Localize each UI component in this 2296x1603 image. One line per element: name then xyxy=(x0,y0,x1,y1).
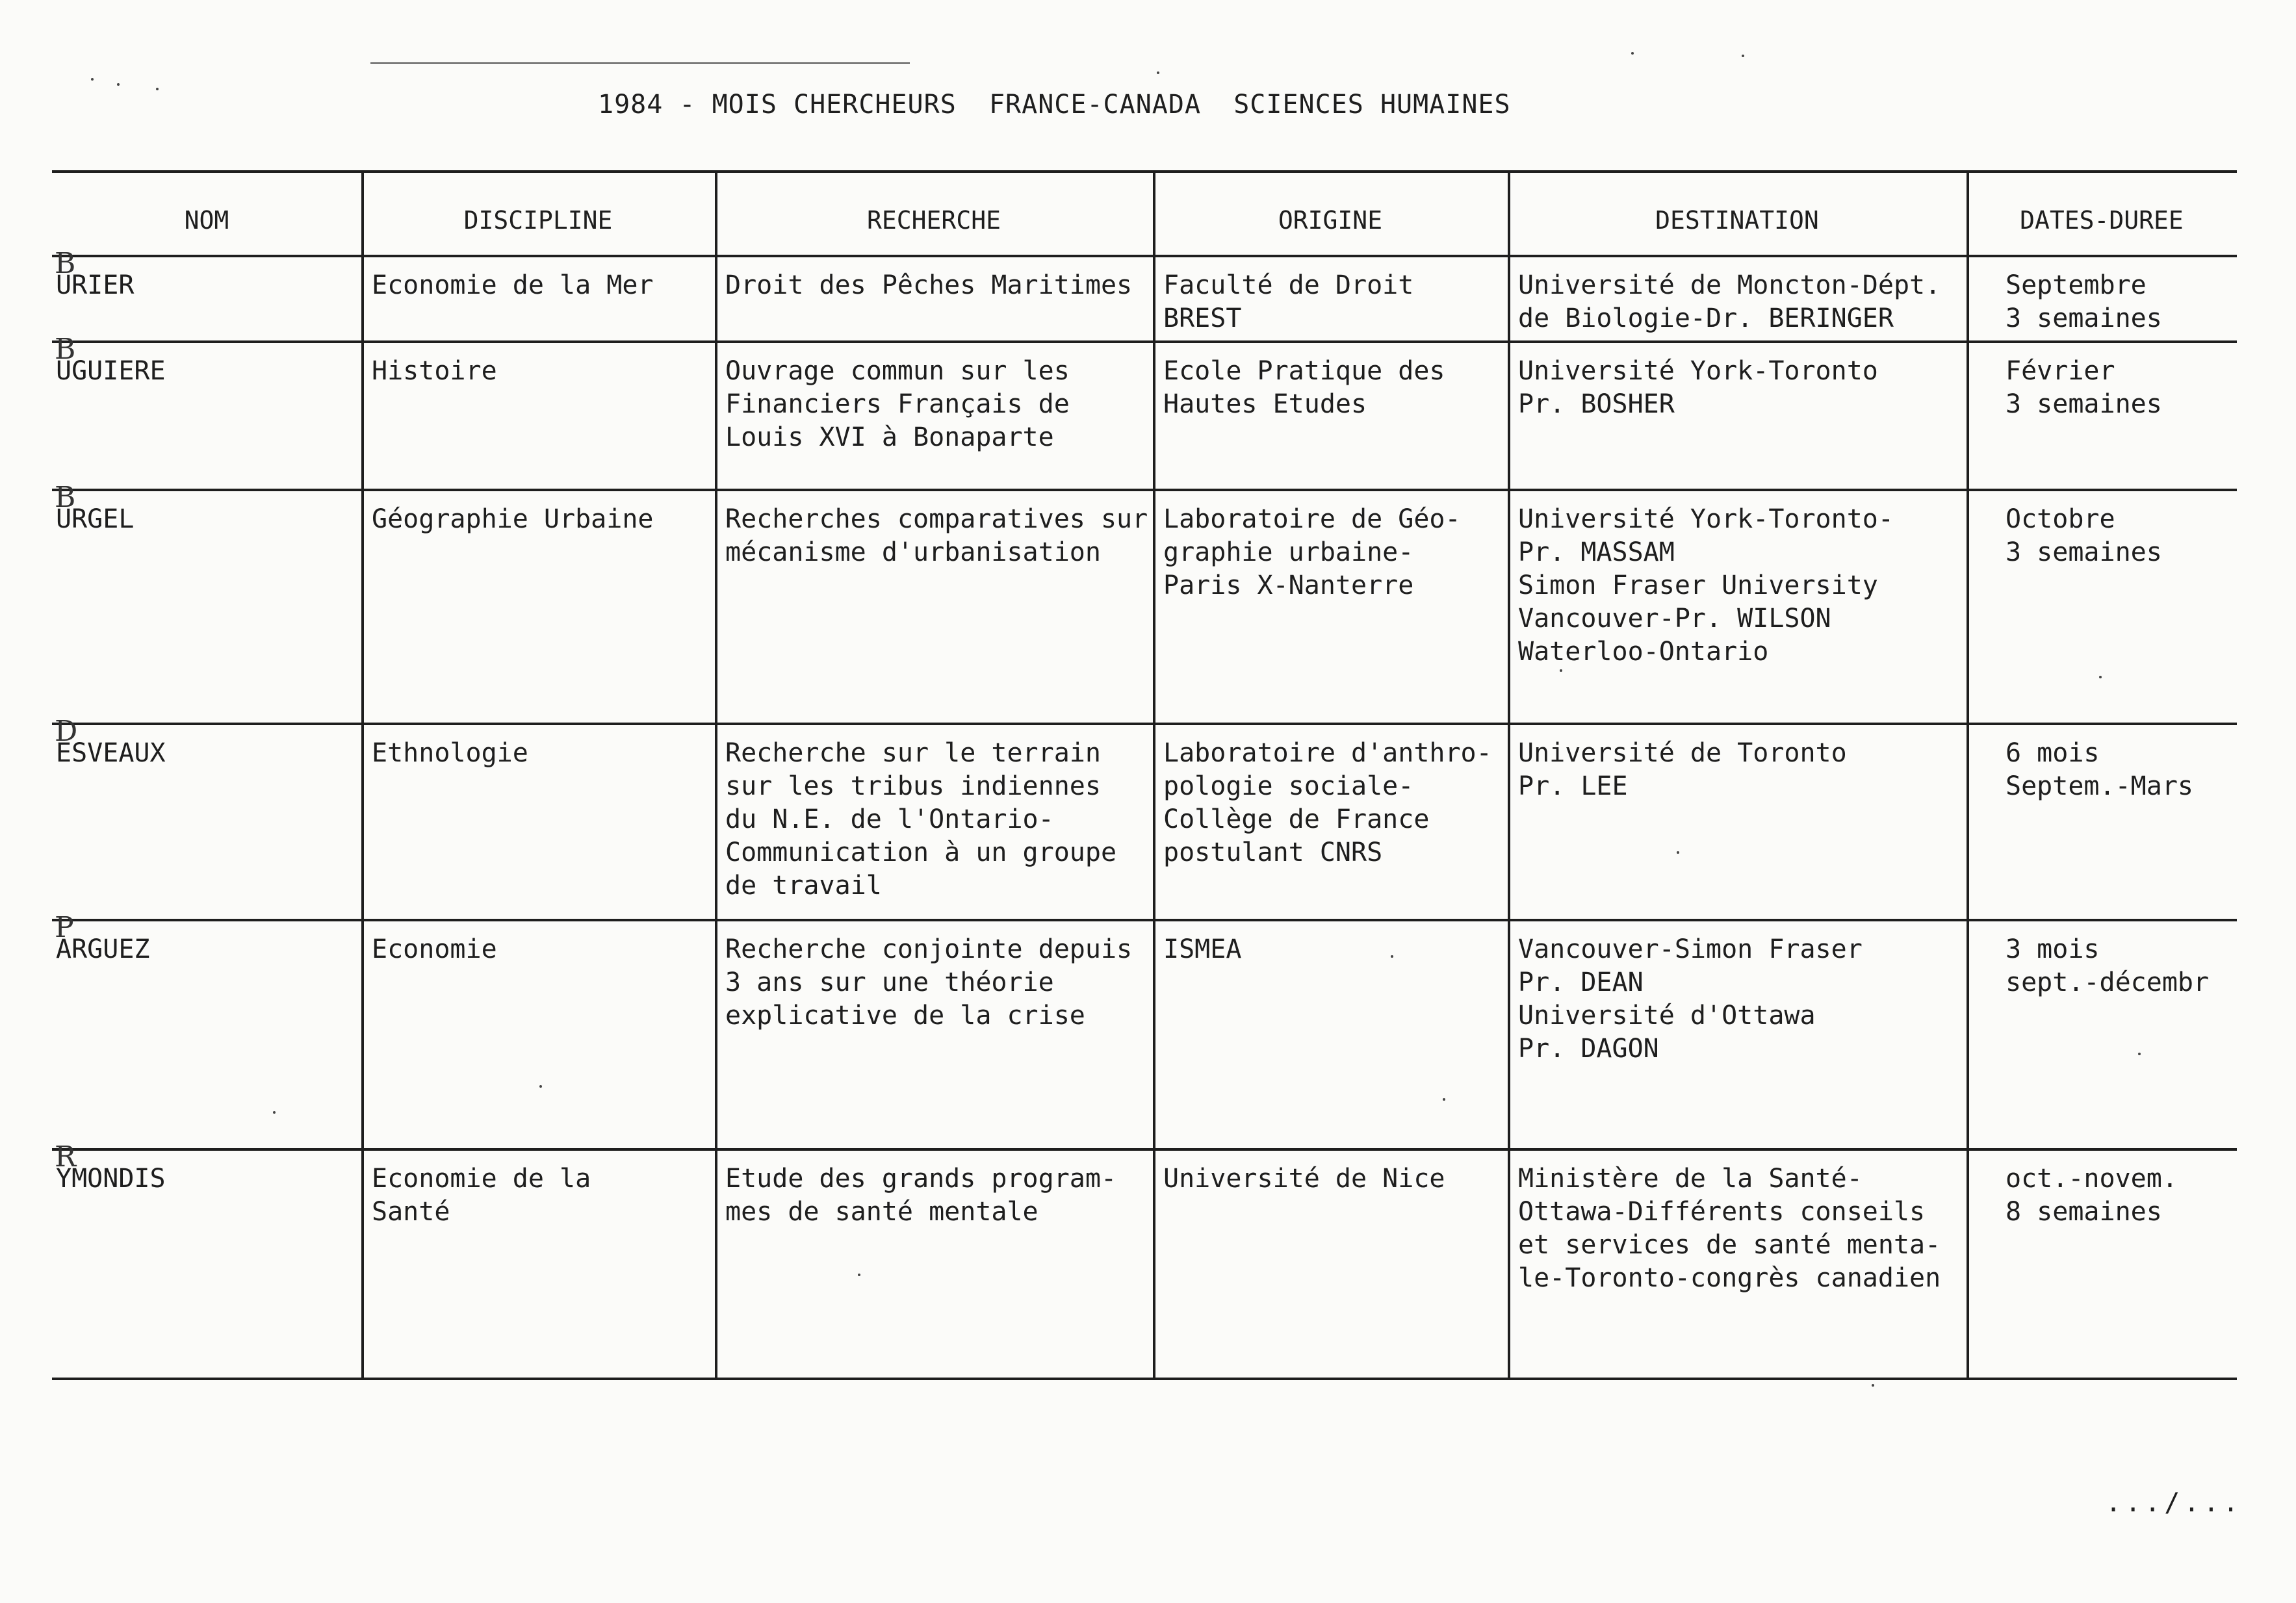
cell-discipline: Economie de la Santé xyxy=(372,1164,591,1227)
cell-nom: YMONDIS xyxy=(56,1164,166,1194)
scan-speck xyxy=(1157,71,1159,74)
cell-nom: ESVEAUX xyxy=(56,738,166,768)
cell-discipline: Géographie Urbaine xyxy=(372,504,654,534)
cell-destination: Université York-Toronto Pr. BOSHER xyxy=(1518,356,1878,419)
scan-speck xyxy=(1631,52,1634,55)
column-divider xyxy=(1153,170,1155,1380)
scan-speck xyxy=(2099,676,2102,678)
table-rule xyxy=(52,489,2237,491)
cell-dates: Septembre 3 semaines xyxy=(2006,270,2162,333)
cell-dates: oct.-novem. 8 semaines xyxy=(2006,1164,2178,1227)
table-rule xyxy=(52,723,2237,725)
cell-recherche: Ouvrage commun sur les Financiers Français de Louis XVI à Bonaparte xyxy=(725,356,1070,452)
continuation-marker: .../... xyxy=(2106,1488,2243,1518)
cell-discipline: Ethnologie xyxy=(372,738,528,768)
cell-dates: Février 3 semaines xyxy=(2006,356,2162,419)
cell-destination: Université York-Toronto- Pr. MASSAM Simon Fraser University Vancouver-Pr. WILSON Waterloo-Ontario xyxy=(1518,504,1894,667)
handwritten-initial: D xyxy=(55,715,78,748)
cell-recherche: Etude des grands program- mes de santé mentale xyxy=(725,1164,1117,1227)
scan-speck xyxy=(117,83,120,86)
cell-destination: Université de Moncton-Dépt. de Biologie-Dr. BERINGER xyxy=(1518,270,1941,333)
cell-discipline: Economie xyxy=(372,934,497,964)
header-destination: DESTINATION xyxy=(1655,206,1819,235)
table-rule xyxy=(52,255,2237,257)
cell-recherche: Recherche conjointe depuis 3 ans sur une théorie explicative de la crise xyxy=(725,934,1133,1031)
table-rule xyxy=(52,919,2237,921)
column-divider xyxy=(361,170,364,1380)
table-rule xyxy=(52,1148,2237,1151)
scan-speck xyxy=(1560,669,1562,672)
cell-nom: URGEL xyxy=(56,504,135,534)
researchers-table xyxy=(52,170,2237,1385)
cell-origine: ISMEA xyxy=(1163,934,1242,964)
header-nom: NOM xyxy=(184,206,229,235)
cell-nom: URIER xyxy=(56,270,135,300)
document-title: 1984 - MOIS CHERCHEURS FRANCE-CANADA SCIENCES HUMAINES xyxy=(598,90,1511,120)
scan-speck xyxy=(1742,55,1744,57)
cell-destination: Université de Toronto Pr. LEE xyxy=(1518,738,1847,801)
scan-speck xyxy=(2138,1053,2141,1055)
scan-speck xyxy=(1391,955,1393,958)
cell-origine: Faculté de Droit BREST xyxy=(1163,270,1414,333)
handwritten-initial: P xyxy=(55,911,74,944)
cell-origine: Laboratoire de Géo- graphie urbaine- Paris X-Nanterre xyxy=(1163,504,1461,600)
cell-nom: ARGUEZ xyxy=(56,934,150,964)
header-discipline: DISCIPLINE xyxy=(463,206,613,235)
column-divider xyxy=(715,170,717,1380)
scan-speck xyxy=(156,88,159,90)
cell-recherche: Droit des Pêches Maritimes xyxy=(725,270,1133,300)
cell-destination: Vancouver-Simon Fraser Pr. DEAN Université d'Ottawa Pr. DAGON xyxy=(1518,934,1863,1064)
table-rule xyxy=(52,170,2237,173)
cell-origine: Ecole Pratique des Hautes Etudes xyxy=(1163,356,1445,419)
scan-speck xyxy=(1872,1384,1874,1387)
column-divider xyxy=(1967,170,1969,1380)
cell-recherche: Recherches comparatives sur mécanisme d'urbanisation xyxy=(725,504,1148,567)
table-rule xyxy=(52,1378,2237,1380)
scan-speck xyxy=(91,78,94,81)
handwritten-initial: R xyxy=(55,1140,77,1173)
cell-discipline: Economie de la Mer xyxy=(372,270,654,300)
cell-dates: Octobre 3 semaines xyxy=(2006,504,2162,567)
handwritten-initial: B xyxy=(55,333,76,366)
handwritten-initial: B xyxy=(55,481,76,514)
header-origine: ORIGINE xyxy=(1278,206,1383,235)
cell-origine: Université de Nice xyxy=(1163,1164,1445,1194)
cell-nom: UGUIERE xyxy=(56,356,166,386)
handwritten-initial: B xyxy=(55,247,76,280)
cell-dates: 3 mois sept.-décembr xyxy=(2006,934,2210,997)
table-rule xyxy=(52,340,2237,343)
scan-speck xyxy=(273,1111,276,1114)
cell-origine: Laboratoire d'anthro- pologie sociale- Collège de France postulant CNRS xyxy=(1163,738,1492,867)
cell-recherche: Recherche sur le terrain sur les tribus indiennes du N.E. de l'Ontario- Communication à un groupe de travail xyxy=(725,738,1117,901)
scan-speck xyxy=(1677,851,1679,854)
scan-speck xyxy=(539,1085,542,1088)
header-dates: DATES-DUREE xyxy=(2020,206,2184,235)
cell-destination: Ministère de la Santé- Ottawa-Différents conseils et services de santé menta- le-Toronto-congrès canadien xyxy=(1518,1164,1941,1293)
cell-discipline: Histoire xyxy=(372,356,497,386)
scan-speck xyxy=(858,1274,860,1276)
scan-speck xyxy=(1443,1098,1445,1101)
header-recherche: RECHERCHE xyxy=(867,206,1001,235)
cell-dates: 6 mois Septem.-Mars xyxy=(2006,738,2193,801)
top-rule xyxy=(370,62,910,64)
column-divider xyxy=(1508,170,1510,1380)
